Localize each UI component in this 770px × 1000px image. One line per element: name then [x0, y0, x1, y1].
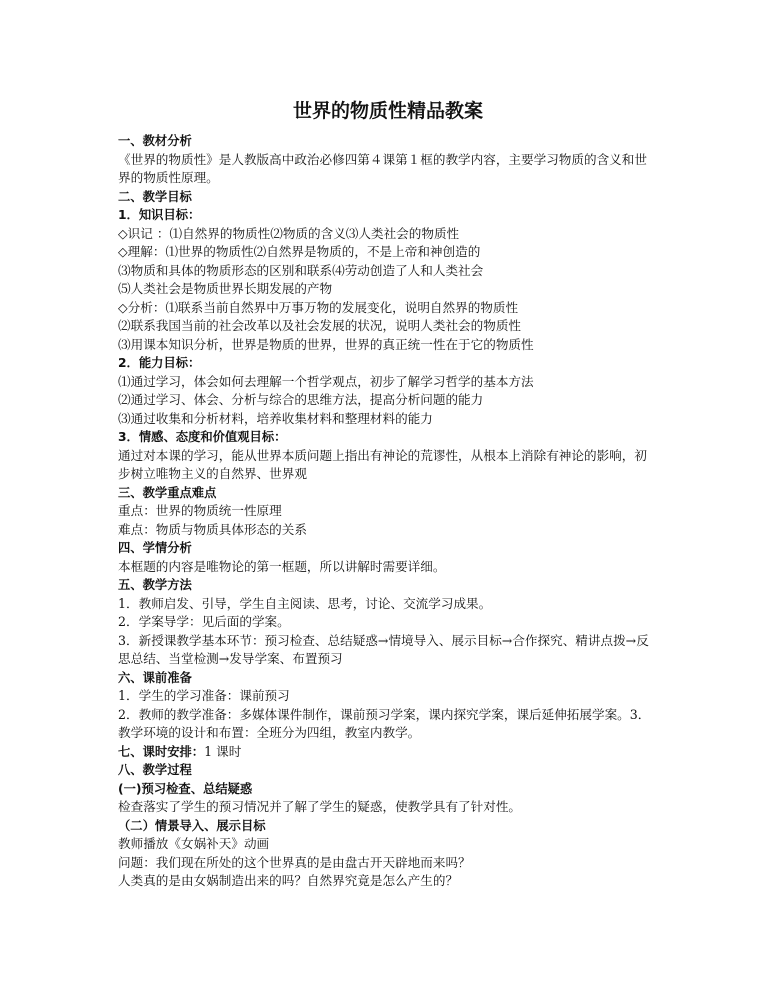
- paragraph-line: ⑶物质和具体的物质形态的区别和联系⑷劳动创造了人和人类社会: [118, 262, 484, 278]
- heading-text: 八、教学过程: [118, 763, 192, 777]
- paragraph-line: ⑴通过学习，体会如何去理解一个哲学观点，初步了解学习哲学的基本方法: [118, 373, 534, 389]
- paragraph-line: ◇识记 ：⑴自然界的物质性⑵物质的含义⑶人类社会的物质性: [118, 225, 460, 241]
- heading-text: 五、教学方法: [118, 578, 192, 592]
- paragraph-line: 通过对本课的学习，能从世界本质问题上指出有神论的荒谬性，从根本上消除有神论的影响，初步树立唯物主义的自然界、世界观: [118, 447, 647, 481]
- heading-text: 一、教材分析: [118, 134, 192, 148]
- paragraph-line: ⑶用课本知识分析，世界是物质的世界，世界的真正统一性在于它的物质性: [118, 336, 534, 352]
- section-heading: [118, 817, 658, 836]
- paragraph-line: 检查落实了学生的预习情况并了解了学生的疑惑，使教学具有了针对性。: [118, 799, 521, 814]
- paragraph-line: ⑸人类社会是物质世界长期发展的产物: [118, 281, 333, 296]
- heading-text: 四、学情分析: [118, 541, 192, 555]
- document-body: [118, 132, 658, 891]
- paragraph-line: 2．教师的教学准备：多媒体课件制作，课前预习学案，课内探究学案，课后延伸拓展学案。3．教学环境的设计和布置：全班分为四组，教室内教学。: [118, 706, 651, 740]
- section-heading: [118, 669, 658, 688]
- heading-text: (一)预习检查、总结疑惑: [118, 781, 253, 796]
- section-heading: [118, 354, 658, 373]
- heading-tail-text: 1 课时: [204, 743, 242, 759]
- section-heading: [118, 761, 658, 780]
- paragraph-line: 难点：物质与物质具体形态的关系: [118, 521, 307, 537]
- paragraph-line: ⑶通过收集和分析材料，培养收集材料和整理材料的能力: [118, 410, 433, 426]
- paragraph-line: 2．学案导学：见后面的学案。: [118, 614, 290, 629]
- paragraph-line: 问题：我们现在所处的这个世界真的是由盘古开天辟地而来吗？: [118, 854, 471, 870]
- paragraph-line: ⑵通过学习、体会、分析与综合的思维方法，提高分析问题的能力: [118, 392, 484, 407]
- paragraph-line: 1．教师启发、引导，学生自主阅读、思考，讨论、交流学习成果。: [118, 595, 492, 611]
- paragraph-line: 教师播放《女娲补天》动画: [118, 836, 270, 851]
- section-heading: [118, 576, 658, 595]
- paragraph-line: ⑵联系我国当前的社会改革以及社会发展的状况，说明人类社会的物质性: [118, 318, 521, 333]
- paragraph-line: 本框题的内容是唯物论的第一框题，所以讲解时需要详细。: [118, 558, 446, 574]
- heading-text: 三、教学重点难点: [118, 485, 217, 500]
- section-heading: [118, 206, 658, 225]
- paragraph-line: 重点：世界的物质统一性原理: [118, 503, 282, 518]
- paragraph-line: 人类真的是由女娲制造出来的吗？自然界究竟是怎么产生的？: [118, 873, 459, 888]
- heading-text: 六、课前准备: [118, 670, 192, 685]
- document-title: 世界的物质性精品教案: [292, 100, 483, 122]
- heading-text: 2．能力目标：: [118, 356, 201, 370]
- section-heading: [118, 780, 658, 799]
- heading-text: 二、教学目标: [118, 189, 192, 204]
- section-heading: [118, 484, 658, 503]
- section-heading: [118, 188, 658, 207]
- document-page: [118, 100, 658, 891]
- section-heading: [118, 132, 658, 151]
- section-heading: [118, 539, 658, 558]
- paragraph-line: 《世界的物质性》是人教版高中政治必修四第４课第１框的教学内容，主要学习物质的含义和世界的物质性原理。: [118, 151, 647, 185]
- paragraph-line: ◇分析：⑴联系当前自然界中万事万物的发展变化，说明自然界的物质性: [118, 299, 519, 315]
- section-heading: [118, 428, 658, 447]
- heading-text: 七、课时安排：: [118, 744, 205, 759]
- heading-text: （二）情景导入、展示目标: [118, 818, 266, 833]
- paragraph-line: ◇理解：⑴世界的物质性⑵自然界是物质的，不是上帝和神创造的: [118, 244, 481, 259]
- section-heading: [118, 743, 658, 762]
- heading-text: 1．知识目标：: [118, 208, 201, 222]
- paragraph-line: 1．学生的学习准备：课前预习: [118, 688, 290, 703]
- paragraph-line: 3．新授课教学基本环节：预习检查、总结疑惑→情境导入、展示目标→合作探究、精讲点拨→反思总结、当堂检测→发导学案、布置预习: [118, 632, 649, 666]
- heading-text: 3．情感、态度和价值观目标：: [118, 430, 287, 444]
